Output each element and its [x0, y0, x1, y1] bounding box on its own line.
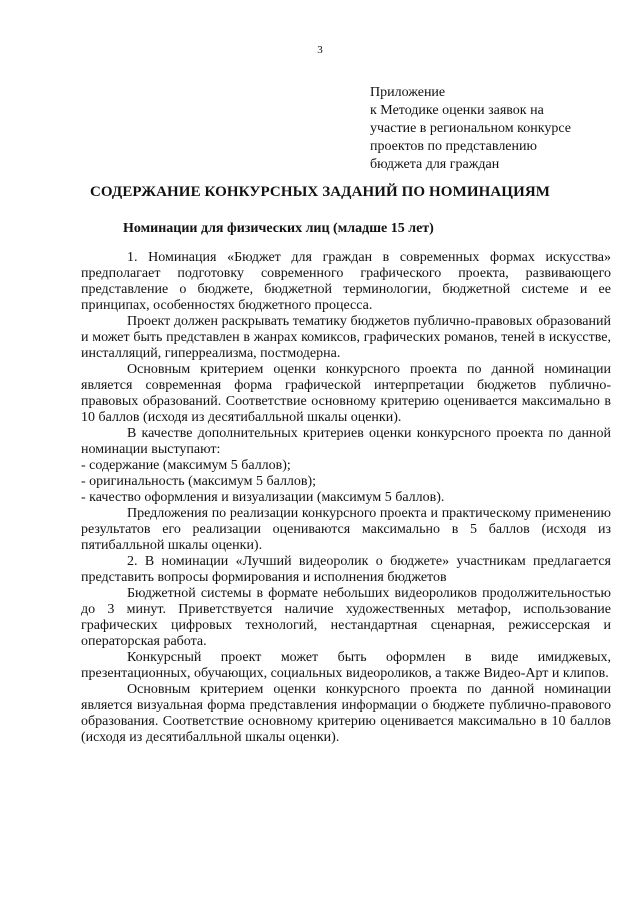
- paragraph-nomination-2: 2. В номинации «Лучший видеоролик о бюджете» участникам предлагается представить вопросы формирования и исполнения бюджетов: [81, 554, 611, 585]
- criteria-item: - качество оформления и визуализации (максимум 5 баллов).: [81, 490, 445, 505]
- paragraph-main-criterion: Основным критерием оценки конкурсного проекта по данной номинации является современная форма графической интерпретации бюджетов публично-правовых образований. Соответствие основному критерию оценивается максимально в 10 баллов (исходя из десятибалльной шкалы оценки).: [81, 362, 611, 425]
- appendix-line: к Методике оценки заявок на: [370, 103, 544, 118]
- paragraph-additional-criteria: В качестве дополнительных критериев оценки конкурсного проекта по данной номинации выступают:: [81, 426, 611, 457]
- appendix-line: участие в региональном конкурсе: [370, 121, 571, 136]
- section-subtitle: Номинации для физических лиц (младше 15 лет): [123, 221, 434, 236]
- criteria-item: - оригинальность (максимум 5 баллов);: [81, 474, 317, 489]
- paragraph-proposals: Предложения по реализации конкурсного проекта и практическому применению результатов его реализации оцениваются максимально в 5 баллов (исходя из пятибалльной шкалы оценки).: [81, 506, 611, 553]
- appendix-caption: [370, 84, 620, 174]
- paragraph-video-criterion: Основным критерием оценки конкурсного проекта по данной номинации является визуальная форма представления информации о бюджете публично-правового образования. Соответствие основному критерию оценивается максимально в 10 баллов (исходя из десятибалльной шкалы оценки).: [81, 682, 611, 745]
- appendix-line: Приложение: [370, 85, 446, 100]
- appendix-line: проектов по представлению: [370, 139, 537, 154]
- paragraph-project-themes: Проект должен раскрывать тематику бюджетов публично-правовых образований и может быть представлен в жанрах комиксов, графических романов, теней в искусстве, инсталляций, гиперреализма, постмодерна.: [81, 314, 611, 361]
- paragraph-nomination-1: 1. Номинация «Бюджет для граждан в современных формах искусства» предполагает подготовку современного графического проекта, развивающего представление о бюджете, бюджетной терминологии, бюджетной системе и ее принципах, особенностях бюджетного процесса.: [81, 250, 611, 313]
- page-number: 3: [317, 44, 323, 56]
- criteria-item: - содержание (максимум 5 баллов);: [81, 458, 291, 473]
- paragraph-video-types: Конкурсный проект может быть оформлен в виде имиджевых, презентационных, обучающих, социальных видеороликов, а также Видео-Арт и клипов.: [81, 650, 611, 681]
- document-body: [81, 250, 611, 746]
- criteria-list: [81, 458, 611, 506]
- document-title: СОДЕРЖАНИЕ КОНКУРСНЫХ ЗАДАНИЙ ПО НОМИНАЦИЯМ: [89, 184, 551, 200]
- paragraph-video-format: Бюджетной системы в формате небольших видеороликов продолжительностью до 3 минут. Приветствуется наличие художественных метафор, использование графических цифровых технологий, нестандартная сценарная, режиссерская и операторская работа.: [81, 586, 611, 649]
- appendix-line: бюджета для граждан: [370, 157, 500, 172]
